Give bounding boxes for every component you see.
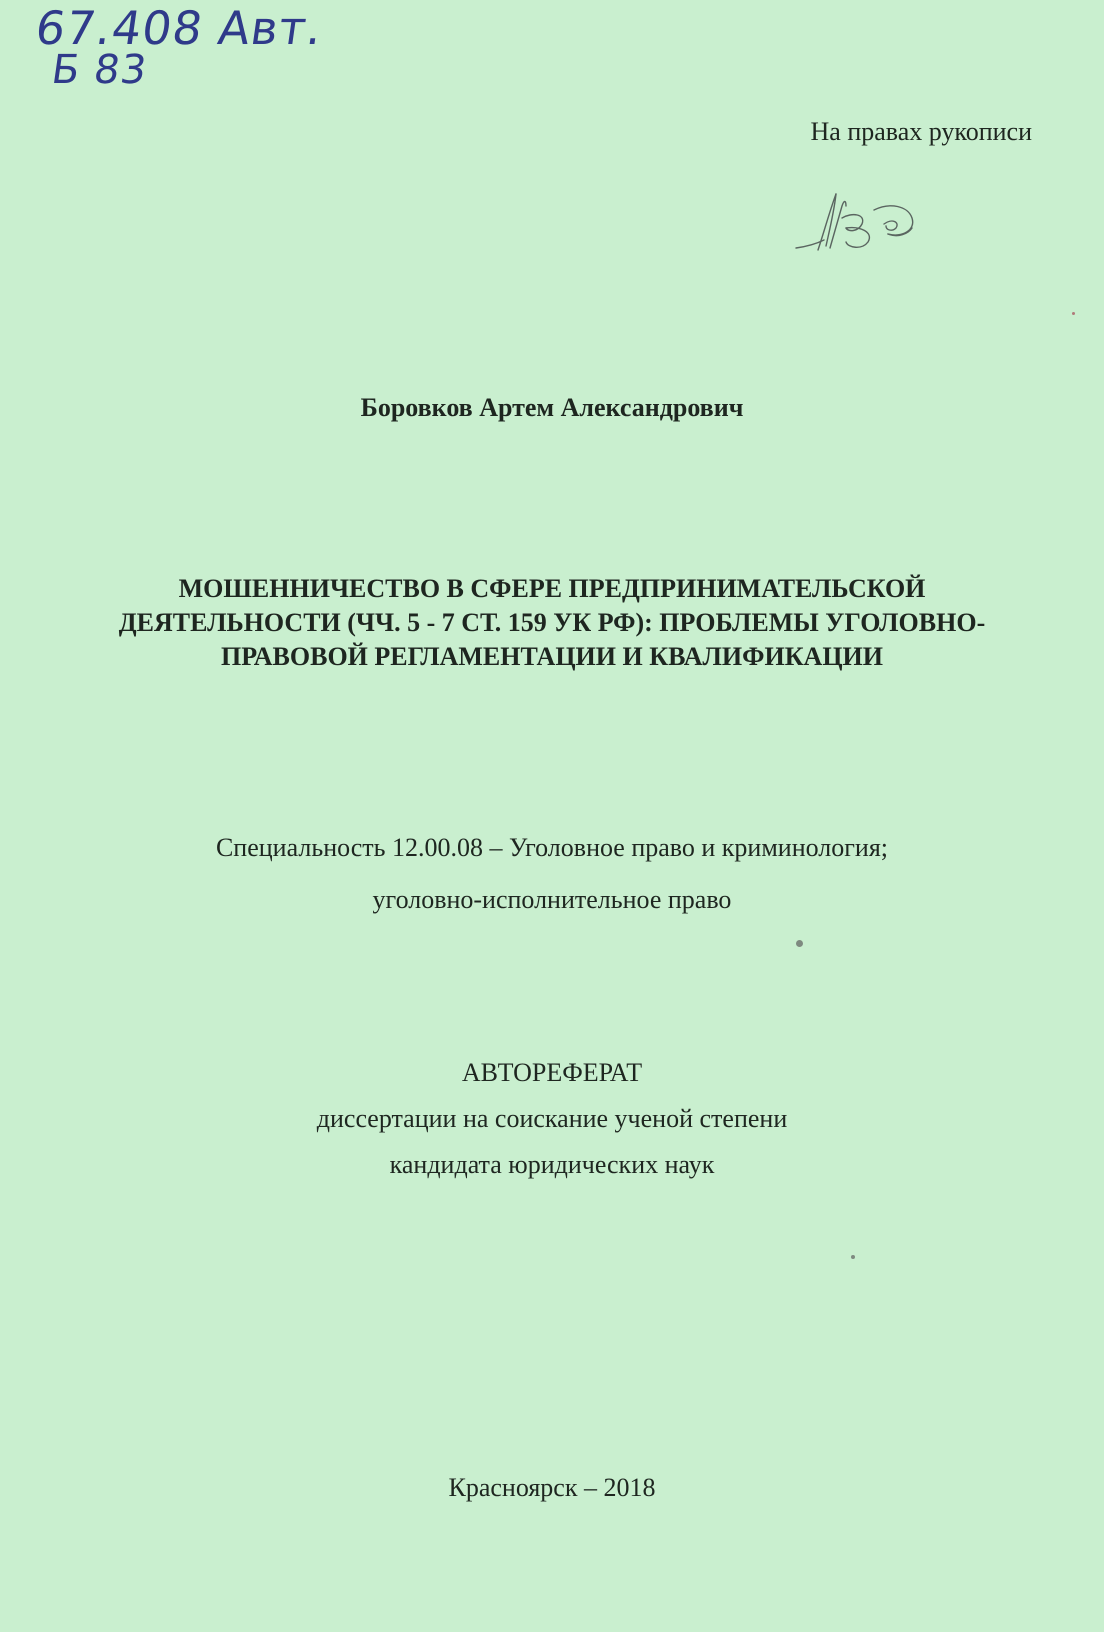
paper-speck xyxy=(851,1255,855,1259)
dissertation-title xyxy=(92,572,1012,674)
specialty-block xyxy=(0,822,1104,926)
city-year: Красноярск – 2018 xyxy=(448,1473,656,1502)
author-signature xyxy=(790,188,940,268)
paper-speck xyxy=(796,940,803,947)
specialty-line-1: Специальность 12.00.08 – Уголовное право и криминология; xyxy=(215,833,889,862)
shelfmark-line-2: Б 83 xyxy=(48,47,151,93)
document-type-block xyxy=(0,1050,1104,1188)
author-name: Боровков Артем Александрович xyxy=(360,393,744,422)
title-line-1: МОШЕННИЧЕСТВО В СФЕРЕ ПРЕДПРИНИМАТЕЛЬСКОЙ xyxy=(178,574,926,603)
title-line-2: ДЕЯТЕЛЬНОСТИ (ЧЧ. 5 - 7 СТ. 159 УК РФ): ПРОБЛЕМЫ УГОЛОВНО- xyxy=(118,608,986,637)
rights-notice: На правах рукописи xyxy=(810,117,1032,146)
shelfmark-line-1: 67.408 Авт. xyxy=(32,1,327,55)
document-type-line-1: диссертации на соискание ученой степени xyxy=(316,1104,788,1133)
document-type-heading: АВТОРЕФЕРАТ xyxy=(461,1058,643,1087)
paper-speck xyxy=(1072,312,1075,315)
document-type-line-2: кандидата юридических наук xyxy=(389,1150,715,1179)
specialty-line-2: уголовно-исполнительное право xyxy=(372,885,732,914)
title-line-3: ПРАВОВОЙ РЕГЛАМЕНТАЦИИ И КВАЛИФИКАЦИИ xyxy=(220,642,883,671)
